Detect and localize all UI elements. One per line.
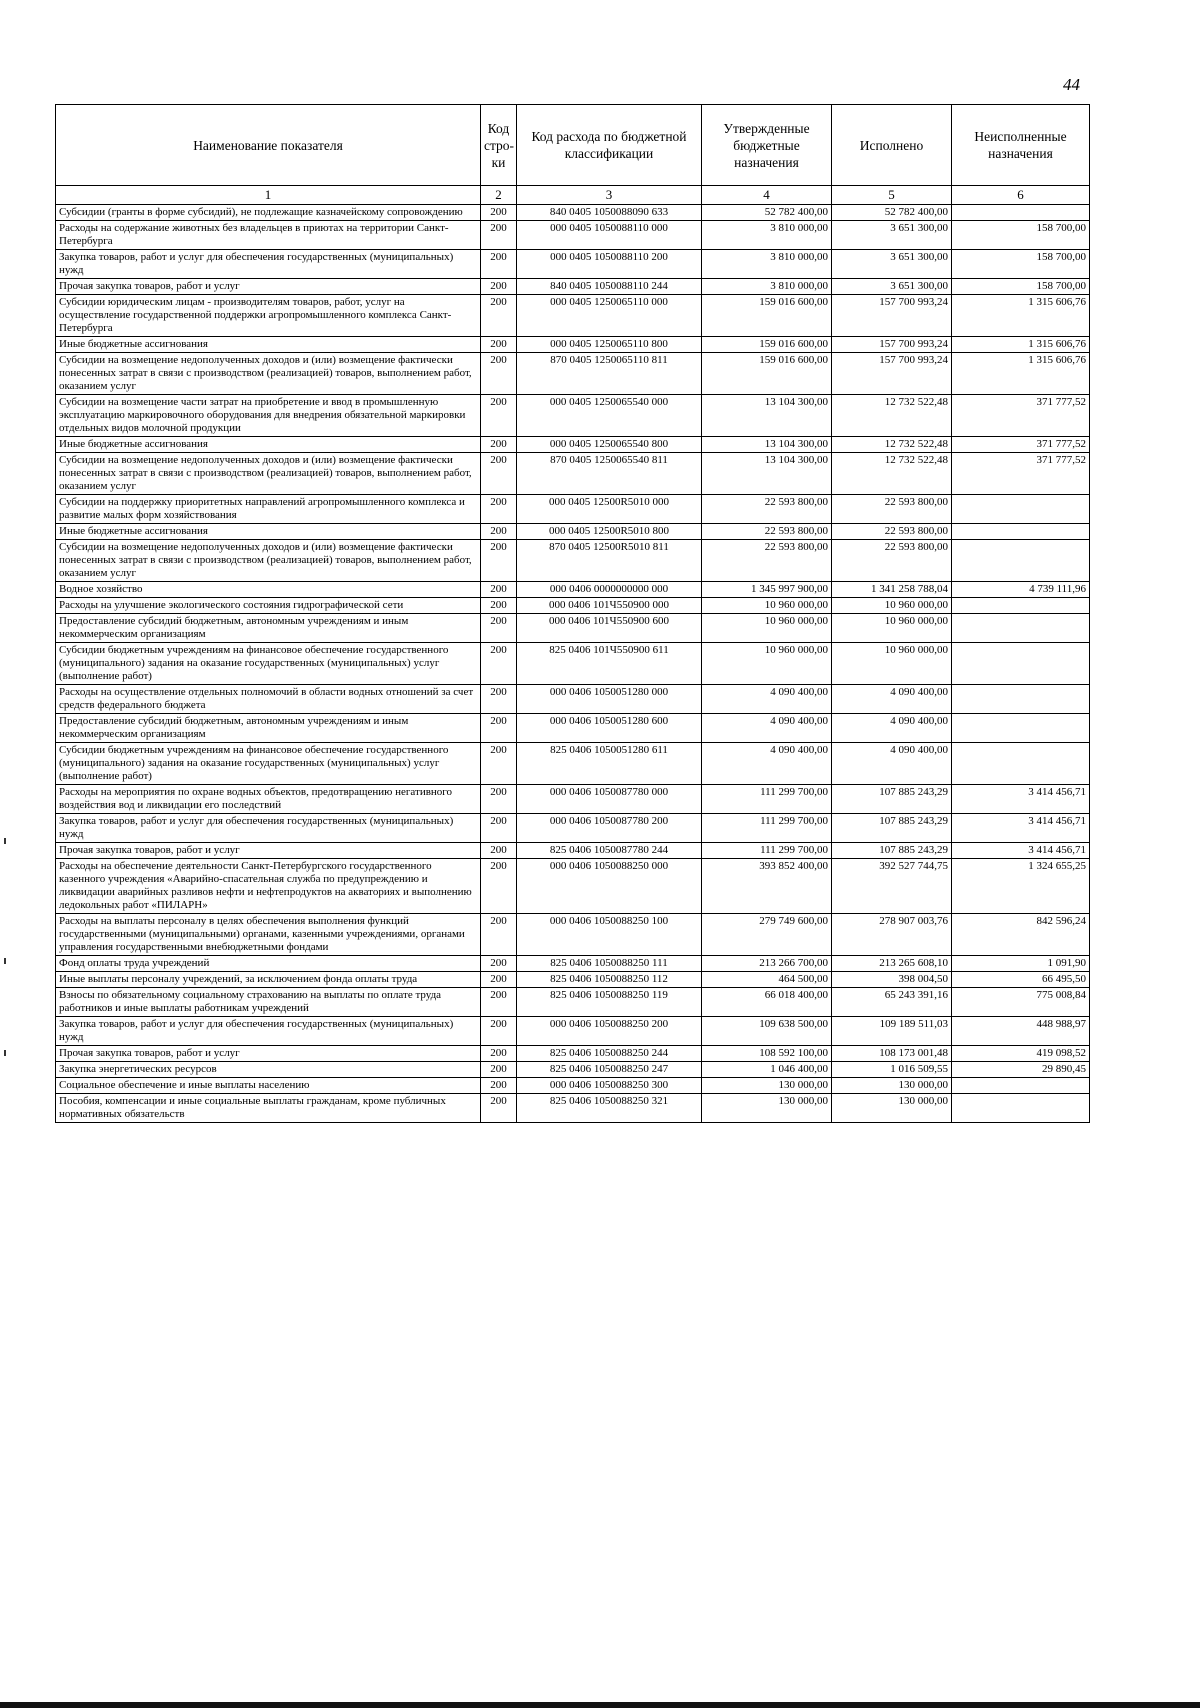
table-body <box>56 205 1090 1123</box>
row-executed: 130 000,00 <box>832 1094 952 1123</box>
row-executed: 12 732 522,48 <box>832 437 952 453</box>
row-approved: 4 090 400,00 <box>702 743 832 785</box>
row-line-code: 200 <box>481 614 517 643</box>
row-executed: 22 593 800,00 <box>832 495 952 524</box>
table-row <box>56 859 1090 914</box>
row-expense-code: 840 0405 1050088110 244 <box>517 279 702 295</box>
scan-mark <box>4 958 6 964</box>
row-unexecuted: 419 098,52 <box>952 1046 1090 1062</box>
scan-bottom-edge <box>0 1702 1200 1708</box>
row-approved: 10 960 000,00 <box>702 643 832 685</box>
row-executed: 4 090 400,00 <box>832 743 952 785</box>
row-unexecuted: 1 324 655,25 <box>952 859 1090 914</box>
row-approved: 109 638 500,00 <box>702 1017 832 1046</box>
row-unexecuted <box>952 614 1090 643</box>
row-name: Расходы на обеспечение деятельности Санкт-Петербургского государственного казенного учреждения «Аварийно-спасательная служба по предупреждению и ликвидации аварийных разливов нефти и нефтепродуктов на акваториях и выполнению ледокольных работ «ПИЛАРН» <box>56 859 481 914</box>
table-row <box>56 743 1090 785</box>
row-executed: 3 651 300,00 <box>832 221 952 250</box>
row-executed: 392 527 744,75 <box>832 859 952 914</box>
row-executed: 108 173 001,48 <box>832 1046 952 1062</box>
row-unexecuted <box>952 743 1090 785</box>
row-unexecuted <box>952 205 1090 221</box>
row-unexecuted: 371 777,52 <box>952 395 1090 437</box>
table-header-row <box>56 105 1090 186</box>
row-expense-code: 000 0405 1250065110 800 <box>517 337 702 353</box>
row-unexecuted: 1 315 606,76 <box>952 295 1090 337</box>
table-row <box>56 524 1090 540</box>
row-approved: 111 299 700,00 <box>702 843 832 859</box>
row-expense-code: 825 0406 1050087780 244 <box>517 843 702 859</box>
column-number: 5 <box>832 186 952 205</box>
row-unexecuted <box>952 540 1090 582</box>
row-expense-code: 825 0406 1050088250 119 <box>517 988 702 1017</box>
row-approved: 279 749 600,00 <box>702 914 832 956</box>
table-row <box>56 956 1090 972</box>
row-approved: 22 593 800,00 <box>702 540 832 582</box>
header-executed: Исполнено <box>832 105 952 186</box>
row-executed: 65 243 391,16 <box>832 988 952 1017</box>
row-unexecuted: 1 315 606,76 <box>952 337 1090 353</box>
row-expense-code: 825 0406 1050088250 111 <box>517 956 702 972</box>
table-row <box>56 1094 1090 1123</box>
row-line-code: 200 <box>481 540 517 582</box>
row-name: Закупка товаров, работ и услуг для обеспечения государственных (муниципальных) нужд <box>56 1017 481 1046</box>
row-unexecuted: 3 414 456,71 <box>952 814 1090 843</box>
row-executed: 3 651 300,00 <box>832 250 952 279</box>
row-name: Предоставление субсидий бюджетным, автономным учреждениям и иным некоммерческим организациям <box>56 614 481 643</box>
row-unexecuted <box>952 685 1090 714</box>
row-unexecuted: 371 777,52 <box>952 437 1090 453</box>
table-row <box>56 685 1090 714</box>
table-row <box>56 614 1090 643</box>
row-name: Иные выплаты персоналу учреждений, за исключением фонда оплаты труда <box>56 972 481 988</box>
row-expense-code: 000 0406 1050088250 300 <box>517 1078 702 1094</box>
row-executed: 10 960 000,00 <box>832 598 952 614</box>
row-unexecuted <box>952 495 1090 524</box>
row-executed: 130 000,00 <box>832 1078 952 1094</box>
table-row <box>56 814 1090 843</box>
row-executed: 107 885 243,29 <box>832 814 952 843</box>
row-executed: 52 782 400,00 <box>832 205 952 221</box>
row-name: Субсидии на возмещение недополученных доходов и (или) возмещение фактически понесенных затрат в связи с производством (реализацией) товаров, выполнением работ, оказанием услуг <box>56 453 481 495</box>
row-executed: 157 700 993,24 <box>832 295 952 337</box>
row-unexecuted: 371 777,52 <box>952 453 1090 495</box>
row-expense-code: 000 0405 12500R5010 000 <box>517 495 702 524</box>
table-row <box>56 221 1090 250</box>
row-unexecuted: 29 890,45 <box>952 1062 1090 1078</box>
row-name: Прочая закупка товаров, работ и услуг <box>56 843 481 859</box>
table-row <box>56 914 1090 956</box>
row-name: Водное хозяйство <box>56 582 481 598</box>
row-expense-code: 870 0405 1250065110 811 <box>517 353 702 395</box>
row-approved: 464 500,00 <box>702 972 832 988</box>
row-unexecuted <box>952 1078 1090 1094</box>
row-name: Субсидии (гранты в форме субсидий), не подлежащие казначейскому сопровождению <box>56 205 481 221</box>
row-unexecuted: 3 414 456,71 <box>952 785 1090 814</box>
row-unexecuted: 158 700,00 <box>952 279 1090 295</box>
row-executed: 278 907 003,76 <box>832 914 952 956</box>
table-row <box>56 843 1090 859</box>
row-line-code: 200 <box>481 1078 517 1094</box>
row-expense-code: 000 0406 1050051280 000 <box>517 685 702 714</box>
row-expense-code: 870 0405 1250065540 811 <box>517 453 702 495</box>
row-line-code: 200 <box>481 1017 517 1046</box>
row-line-code: 200 <box>481 1062 517 1078</box>
row-executed: 4 090 400,00 <box>832 714 952 743</box>
row-line-code: 200 <box>481 643 517 685</box>
row-approved: 22 593 800,00 <box>702 495 832 524</box>
header-approved: Утвержденные бюджетные назначения <box>702 105 832 186</box>
row-unexecuted: 3 414 456,71 <box>952 843 1090 859</box>
row-approved: 66 018 400,00 <box>702 988 832 1017</box>
header-line-code: Код стро-ки <box>481 105 517 186</box>
row-approved: 1 345 997 900,00 <box>702 582 832 598</box>
table-row <box>56 353 1090 395</box>
header-unexecuted: Неисполненные назначения <box>952 105 1090 186</box>
column-number: 2 <box>481 186 517 205</box>
row-line-code: 200 <box>481 685 517 714</box>
header-expense-code: Код расхода по бюджетной классификации <box>517 105 702 186</box>
row-name: Субсидии на поддержку приоритетных направлений агропромышленного комплекса и развитие малых форм хозяйствования <box>56 495 481 524</box>
table-row <box>56 395 1090 437</box>
row-executed: 398 004,50 <box>832 972 952 988</box>
row-unexecuted: 66 495,50 <box>952 972 1090 988</box>
row-unexecuted <box>952 1094 1090 1123</box>
row-approved: 10 960 000,00 <box>702 614 832 643</box>
row-executed: 10 960 000,00 <box>832 614 952 643</box>
row-expense-code: 000 0405 1050088110 000 <box>517 221 702 250</box>
row-approved: 4 090 400,00 <box>702 685 832 714</box>
row-executed: 22 593 800,00 <box>832 524 952 540</box>
row-expense-code: 000 0406 0000000000 000 <box>517 582 702 598</box>
row-executed: 107 885 243,29 <box>832 785 952 814</box>
row-expense-code: 825 0406 1050088250 112 <box>517 972 702 988</box>
row-approved: 159 016 600,00 <box>702 353 832 395</box>
row-executed: 12 732 522,48 <box>832 453 952 495</box>
row-line-code: 200 <box>481 395 517 437</box>
row-name: Расходы на улучшение экологического состояния гидрографической сети <box>56 598 481 614</box>
row-expense-code: 825 0406 1050088250 244 <box>517 1046 702 1062</box>
row-line-code: 200 <box>481 843 517 859</box>
row-expense-code: 000 0405 12500R5010 800 <box>517 524 702 540</box>
row-name: Иные бюджетные ассигнования <box>56 437 481 453</box>
row-line-code: 200 <box>481 205 517 221</box>
row-approved: 13 104 300,00 <box>702 453 832 495</box>
row-line-code: 200 <box>481 453 517 495</box>
row-executed: 1 341 258 788,04 <box>832 582 952 598</box>
row-unexecuted: 158 700,00 <box>952 250 1090 279</box>
row-name: Взносы по обязательному социальному страхованию на выплаты по оплате труда работников и иные выплаты работникам учреждений <box>56 988 481 1017</box>
table-row <box>56 250 1090 279</box>
row-executed: 1 016 509,55 <box>832 1062 952 1078</box>
row-approved: 213 266 700,00 <box>702 956 832 972</box>
row-executed: 3 651 300,00 <box>832 279 952 295</box>
row-expense-code: 825 0406 101Ч550900 611 <box>517 643 702 685</box>
row-unexecuted <box>952 714 1090 743</box>
table-row <box>56 337 1090 353</box>
row-name: Пособия, компенсации и иные социальные выплаты гражданам, кроме публичных нормативных обязательств <box>56 1094 481 1123</box>
column-number: 6 <box>952 186 1090 205</box>
row-executed: 10 960 000,00 <box>832 643 952 685</box>
column-number: 3 <box>517 186 702 205</box>
row-unexecuted: 4 739 111,96 <box>952 582 1090 598</box>
row-line-code: 200 <box>481 337 517 353</box>
table-row <box>56 643 1090 685</box>
row-name: Субсидии бюджетным учреждениям на финансовое обеспечение государственного (муниципального) задания на оказание государственных (муниципальных) услуг (выполнение работ) <box>56 743 481 785</box>
row-approved: 130 000,00 <box>702 1078 832 1094</box>
row-line-code: 200 <box>481 295 517 337</box>
table-row <box>56 1046 1090 1062</box>
table-row <box>56 540 1090 582</box>
row-expense-code: 000 0405 1250065540 000 <box>517 395 702 437</box>
row-unexecuted <box>952 598 1090 614</box>
row-approved: 3 810 000,00 <box>702 250 832 279</box>
row-name: Закупка товаров, работ и услуг для обеспечения государственных (муниципальных) нужд <box>56 814 481 843</box>
row-executed: 4 090 400,00 <box>832 685 952 714</box>
row-approved: 22 593 800,00 <box>702 524 832 540</box>
table-row <box>56 988 1090 1017</box>
row-executed: 22 593 800,00 <box>832 540 952 582</box>
row-name: Субсидии на возмещение части затрат на приобретение и ввод в промышленную эксплуатацию маркировочного оборудования для внедрения обязательной маркировки отдельных видов молочной продукции <box>56 395 481 437</box>
row-name: Субсидии юридическим лицам - производителям товаров, работ, услуг на осуществление государственной поддержки агропромышленного комплекса Санкт-Петербурга <box>56 295 481 337</box>
row-line-code: 200 <box>481 714 517 743</box>
row-line-code: 200 <box>481 437 517 453</box>
row-line-code: 200 <box>481 1094 517 1123</box>
table-row <box>56 453 1090 495</box>
row-name: Расходы на выплаты персоналу в целях обеспечения выполнения функций государственными (муниципальными) органами, казенными учреждениями, органами управления государственными внебюджетными фондами <box>56 914 481 956</box>
row-name: Закупка товаров, работ и услуг для обеспечения государственных (муниципальных) нужд <box>56 250 481 279</box>
row-unexecuted: 842 596,24 <box>952 914 1090 956</box>
row-line-code: 200 <box>481 221 517 250</box>
row-line-code: 200 <box>481 353 517 395</box>
row-line-code: 200 <box>481 524 517 540</box>
row-executed: 107 885 243,29 <box>832 843 952 859</box>
row-expense-code: 000 0406 101Ч550900 600 <box>517 614 702 643</box>
row-expense-code: 000 0406 101Ч550900 000 <box>517 598 702 614</box>
row-name: Субсидии на возмещение недополученных доходов и (или) возмещение фактически понесенных затрат в связи с производством (реализацией) товаров, выполнением работ, оказанием услуг <box>56 353 481 395</box>
row-expense-code: 000 0406 1050051280 600 <box>517 714 702 743</box>
row-unexecuted: 1 315 606,76 <box>952 353 1090 395</box>
row-line-code: 200 <box>481 598 517 614</box>
scan-mark <box>4 838 6 844</box>
row-expense-code: 825 0406 1050051280 611 <box>517 743 702 785</box>
row-approved: 1 046 400,00 <box>702 1062 832 1078</box>
row-line-code: 200 <box>481 1046 517 1062</box>
row-executed: 157 700 993,24 <box>832 337 952 353</box>
row-expense-code: 825 0406 1050088250 247 <box>517 1062 702 1078</box>
table-row <box>56 972 1090 988</box>
row-line-code: 200 <box>481 814 517 843</box>
page-number: 44 <box>1063 75 1080 94</box>
row-name: Иные бюджетные ассигнования <box>56 524 481 540</box>
table-row <box>56 495 1090 524</box>
row-line-code: 200 <box>481 988 517 1017</box>
row-line-code: 200 <box>481 250 517 279</box>
row-name: Прочая закупка товаров, работ и услуг <box>56 279 481 295</box>
row-name: Расходы на содержание животных без владельцев в приютах на территории Санкт-Петербурга <box>56 221 481 250</box>
row-line-code: 200 <box>481 582 517 598</box>
table-row <box>56 1062 1090 1078</box>
table-row <box>56 279 1090 295</box>
row-name: Расходы на мероприятия по охране водных объектов, предотвращению негативного воздействия вод и ликвидации его последствий <box>56 785 481 814</box>
scan-mark <box>4 1050 6 1056</box>
table-row <box>56 437 1090 453</box>
row-name: Прочая закупка товаров, работ и услуг <box>56 1046 481 1062</box>
row-line-code: 200 <box>481 279 517 295</box>
row-line-code: 200 <box>481 859 517 914</box>
row-approved: 111 299 700,00 <box>702 814 832 843</box>
table-row <box>56 1078 1090 1094</box>
table-row <box>56 598 1090 614</box>
row-approved: 159 016 600,00 <box>702 337 832 353</box>
table-row <box>56 785 1090 814</box>
row-approved: 130 000,00 <box>702 1094 832 1123</box>
row-approved: 4 090 400,00 <box>702 714 832 743</box>
row-name: Фонд оплаты труда учреждений <box>56 956 481 972</box>
table-row <box>56 714 1090 743</box>
row-approved: 111 299 700,00 <box>702 785 832 814</box>
row-executed: 213 265 608,10 <box>832 956 952 972</box>
row-name: Социальное обеспечение и иные выплаты населению <box>56 1078 481 1094</box>
row-expense-code: 000 0406 1050087780 000 <box>517 785 702 814</box>
row-line-code: 200 <box>481 785 517 814</box>
row-line-code: 200 <box>481 495 517 524</box>
row-unexecuted: 1 091,90 <box>952 956 1090 972</box>
row-executed: 12 732 522,48 <box>832 395 952 437</box>
row-name: Иные бюджетные ассигнования <box>56 337 481 353</box>
row-line-code: 200 <box>481 956 517 972</box>
row-approved: 393 852 400,00 <box>702 859 832 914</box>
table-row <box>56 1017 1090 1046</box>
row-expense-code: 000 0406 1050088250 100 <box>517 914 702 956</box>
row-name: Закупка энергетических ресурсов <box>56 1062 481 1078</box>
table-row <box>56 205 1090 221</box>
row-executed: 157 700 993,24 <box>832 353 952 395</box>
budget-execution-table <box>55 104 1090 1123</box>
table-row <box>56 582 1090 598</box>
row-expense-code: 000 0406 1050088250 200 <box>517 1017 702 1046</box>
column-number: 1 <box>56 186 481 205</box>
row-line-code: 200 <box>481 743 517 785</box>
row-approved: 52 782 400,00 <box>702 205 832 221</box>
row-expense-code: 825 0406 1050088250 321 <box>517 1094 702 1123</box>
row-expense-code: 000 0406 1050087780 200 <box>517 814 702 843</box>
row-approved: 13 104 300,00 <box>702 437 832 453</box>
row-approved: 10 960 000,00 <box>702 598 832 614</box>
row-expense-code: 870 0405 12500R5010 811 <box>517 540 702 582</box>
row-name: Предоставление субсидий бюджетным, автономным учреждениям и иным некоммерческим организациям <box>56 714 481 743</box>
table-row <box>56 295 1090 337</box>
row-unexecuted: 775 008,84 <box>952 988 1090 1017</box>
row-name: Субсидии бюджетным учреждениям на финансовое обеспечение государственного (муниципального) задания на оказание государственных (муниципальных) услуг (выполнение работ) <box>56 643 481 685</box>
column-number: 4 <box>702 186 832 205</box>
row-approved: 3 810 000,00 <box>702 221 832 250</box>
row-approved: 159 016 600,00 <box>702 295 832 337</box>
row-approved: 3 810 000,00 <box>702 279 832 295</box>
row-expense-code: 000 0405 1050088110 200 <box>517 250 702 279</box>
row-approved: 108 592 100,00 <box>702 1046 832 1062</box>
row-executed: 109 189 511,03 <box>832 1017 952 1046</box>
row-unexecuted <box>952 524 1090 540</box>
row-unexecuted: 158 700,00 <box>952 221 1090 250</box>
row-line-code: 200 <box>481 914 517 956</box>
row-expense-code: 000 0405 1250065540 800 <box>517 437 702 453</box>
row-expense-code: 840 0405 1050088090 633 <box>517 205 702 221</box>
row-name: Расходы на осуществление отдельных полномочий в области водных отношений за счет средств федерального бюджета <box>56 685 481 714</box>
row-unexecuted: 448 988,97 <box>952 1017 1090 1046</box>
row-line-code: 200 <box>481 972 517 988</box>
row-approved: 13 104 300,00 <box>702 395 832 437</box>
row-expense-code: 000 0406 1050088250 000 <box>517 859 702 914</box>
row-expense-code: 000 0405 1250065110 000 <box>517 295 702 337</box>
header-indicator-name: Наименование показателя <box>56 105 481 186</box>
row-unexecuted <box>952 643 1090 685</box>
column-number-row <box>56 186 1090 205</box>
row-name: Субсидии на возмещение недополученных доходов и (или) возмещение фактически понесенных затрат в связи с производством (реализацией) товаров, выполнением работ, оказанием услуг <box>56 540 481 582</box>
